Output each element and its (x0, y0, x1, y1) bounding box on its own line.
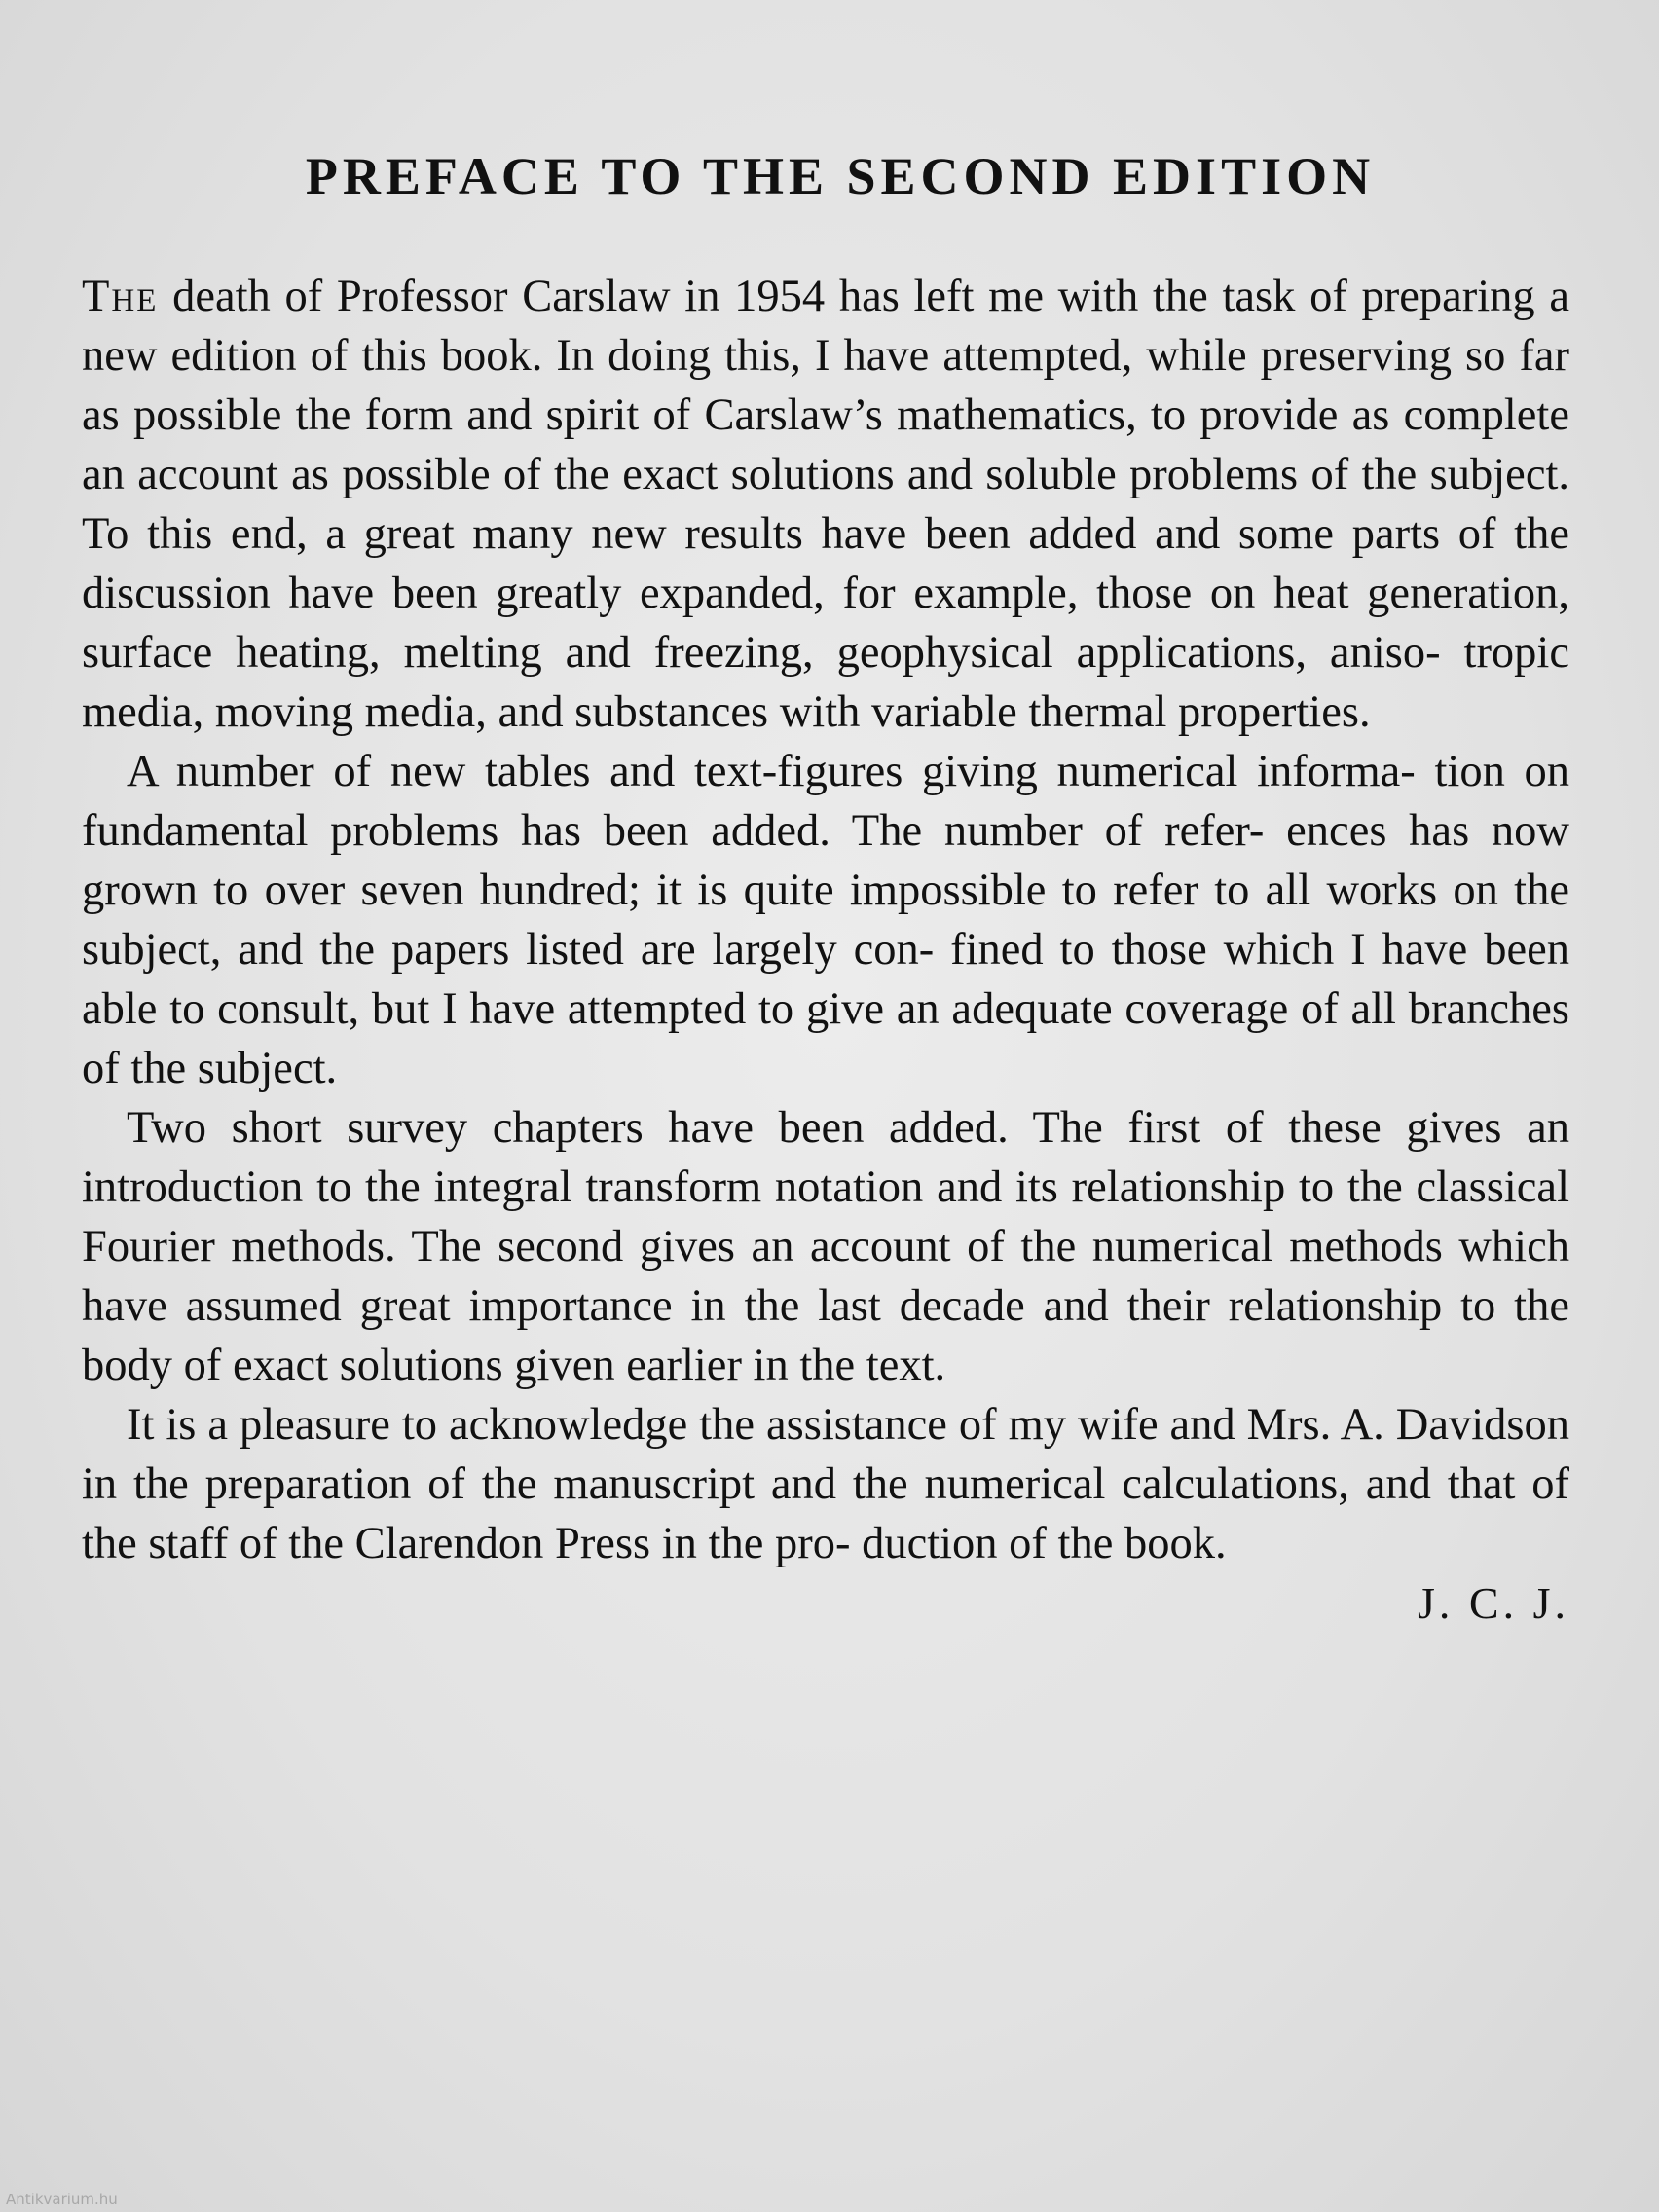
paragraph-4: It is a pleasure to acknowledge the assistance of my wife and Mrs. A. Davidson in the preparation of the manuscript and the numerical calculations, and that of the staff of the Clarendon Press in the pro- duction of the book. (82, 1400, 1569, 1568)
paragraph-2: A number of new tables and text-figures giving numerical informa- tion on fundamental problems has been added. The number of refer- ences has now grown to over seven hundred; it is quite impossible to refer to all works on the subject, and the papers listed are largely con- fined to those which I have been able to consult, but I have attempted to give an adequate coverage of all branches of the subject. (82, 747, 1569, 1093)
paragraph-lead-word: The (82, 272, 159, 321)
paragraph-1 (82, 267, 1569, 742)
preface-page (82, 146, 1569, 1633)
watermark: Antikvarium.hu (6, 2191, 118, 2208)
page-title: PREFACE TO THE SECOND EDITION (305, 147, 1376, 205)
paragraph-1-text: death of Professor Carslaw in 1954 has left me with the task of preparing a new edition of this book. In doing this, I have attempted, while preserving so far as possible the form and spirit of Carslaw’s mathematics, to provide as complete an account as possible of the exact solutions and soluble problems of the subject. To this end, a great many new results have been added and some parts of the discussion have been greatly expanded, for example, those on heat generation, surface heating, melting and freezing, geophysical applications, aniso- tropic media, moving media, and substances with variable thermal properties. (82, 272, 1569, 737)
author-initials: J. C. J. (1418, 1578, 1569, 1628)
paragraph-3: Two short survey chapters have been added. The first of these gives an introduction to the integral transform notation and its relationship to the classical Fourier methods. The second gives an account of the numerical methods which have assumed great importance in the last decade and their relationship to the body of exact solutions given earlier in the text. (82, 1103, 1569, 1390)
